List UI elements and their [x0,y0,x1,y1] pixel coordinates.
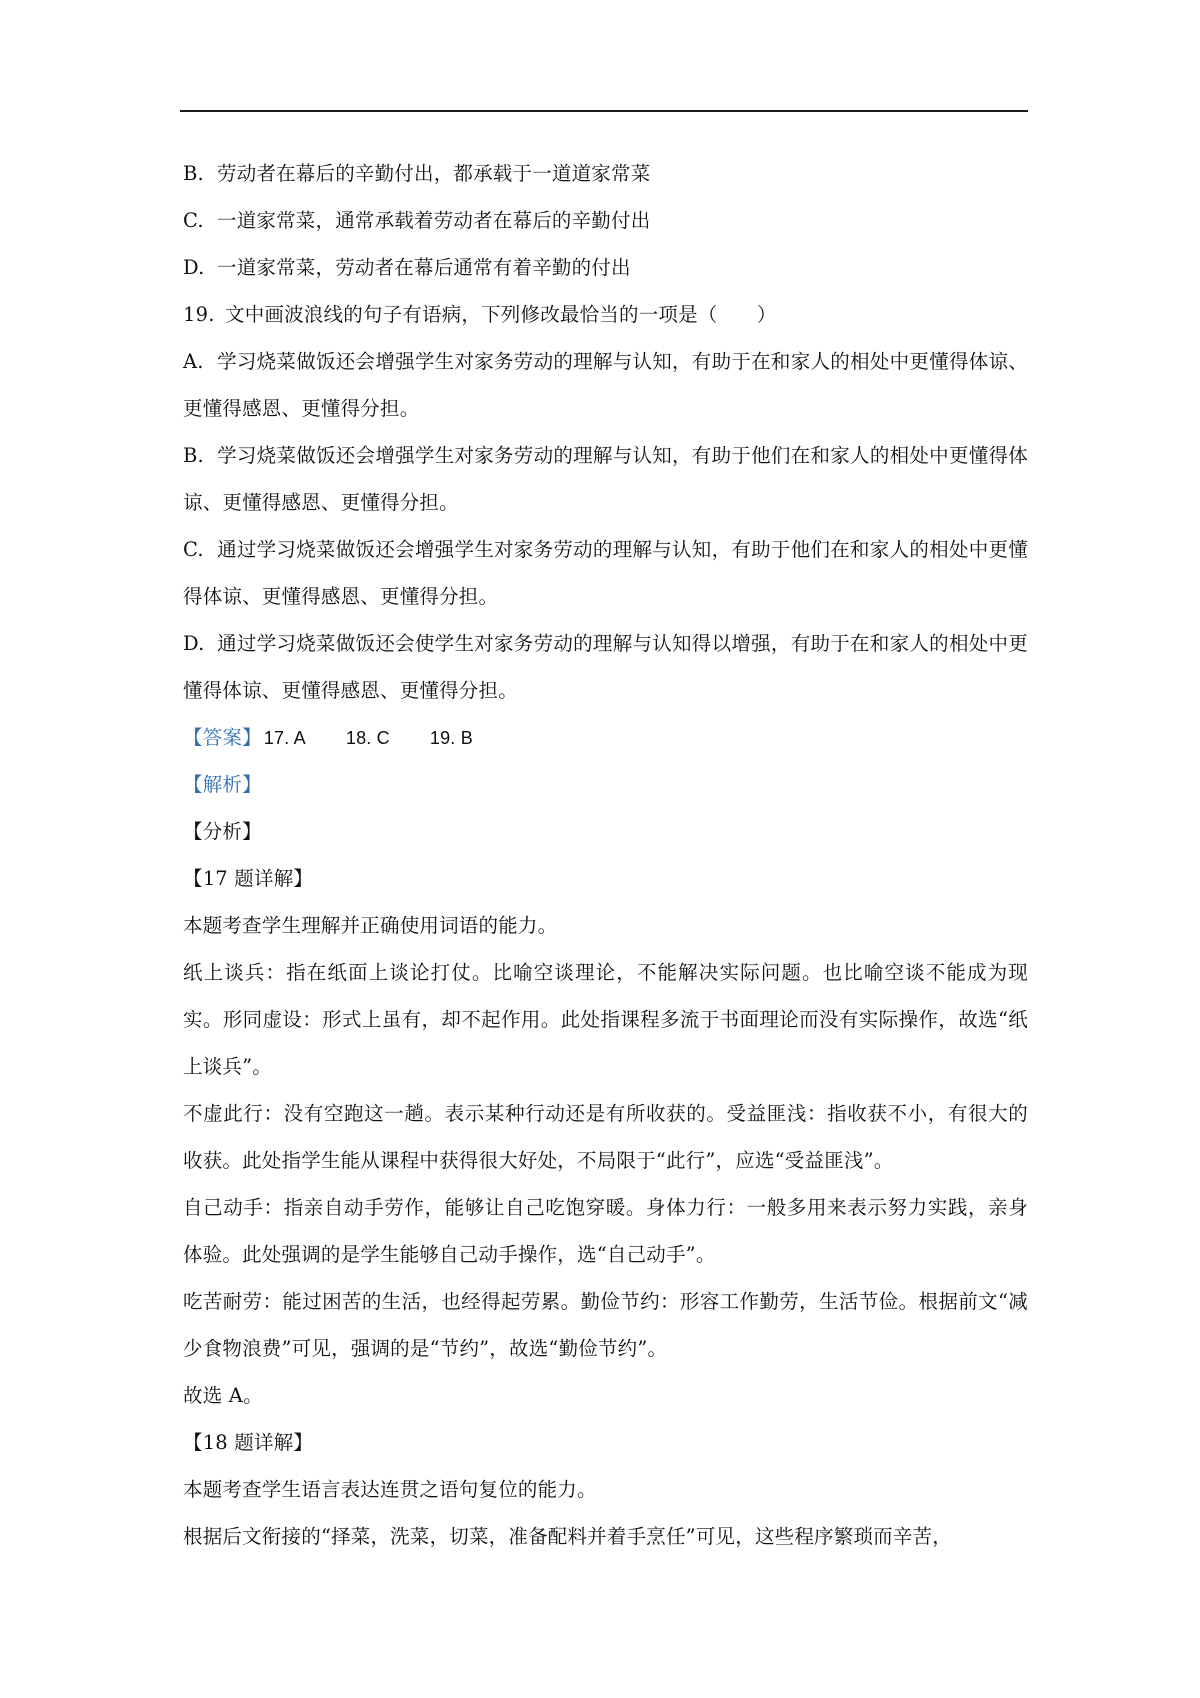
analysis-label: 【解析】 [183,773,262,796]
q17-paragraph: 不虚此行：没有空跑这一趟。表示某种行动还是有所收获的。受益匪浅：指收获不小，有很大的收获。此处指学生能从课程中获得很大好处，不局限于“此行”，应选“受益匪浅”。 [183,1102,1028,1172]
option-letter: C. [183,209,204,232]
answer-value: 17. A [263,728,306,748]
option-letter: D. [183,632,205,655]
option-text: 通过学习烧菜做饭还会使学生对家务劳动的理解与认知得以增强，有助于在和家人的相处中更懂得体谅、更懂得感恩、更懂得分担。 [183,632,1028,702]
option-letter: B. [183,444,204,467]
q19-option-c [183,526,1028,620]
option-text: 通过学习烧菜做饭还会增强学生对家务劳动的理解与认知，有助于他们在和家人的相处中更懂得体谅、更懂得感恩、更懂得分担。 [183,538,1028,608]
q18-option-d [183,244,1028,291]
q17-paragraph: 吃苦耐劳：能过困苦的生活，也经得起劳累。勤俭节约：形容工作勤劳，生活节俭。根据前文“减少食物浪费”可见，强调的是“节约”，故选“勤俭节约”。 [183,1290,1028,1360]
option-letter: C. [183,538,204,561]
option-text: 一道家常菜，通常承载着劳动者在幕后的辛勤付出 [217,209,651,232]
q18-paragraph: 根据后文衔接的“择菜，洗菜，切菜，准备配料并着手烹任”可见，这些程序繁琐而辛苦， [183,1525,952,1548]
question-number: 19. [183,303,215,326]
option-letter: B. [183,162,204,185]
q19-option-b [183,432,1028,526]
q17-paragraph: 纸上谈兵：指在纸面上谈论打仗。比喻空谈理论，不能解决实际问题。也比喻空谈不能成为现实。形同虚设：形式上虽有，却不起作用。此处指课程多流于书面理论而没有实际操作，故选“纸上谈兵”。 [183,961,1028,1078]
question-stem: 文中画波浪线的句子有语病，下列修改最恰当的一项是（ ） [225,303,777,326]
q18-option-c [183,197,1028,244]
q18-paragraph: 本题考查学生语言表达连贯之语句复位的能力。 [183,1478,597,1501]
q19-option-d [183,620,1028,714]
answer-line [183,714,1028,761]
q17-paragraph: 本题考查学生理解并正确使用词语的能力。 [183,914,558,937]
option-text: 劳动者在幕后的辛勤付出，都承载于一道道家常菜 [217,162,651,185]
option-letter: D. [183,256,205,279]
document-body [183,150,1028,1560]
fenxi-label: 【分析】 [183,820,262,843]
answer-value: 18. C [345,728,390,748]
option-text: 学习烧菜做饭还会增强学生对家务劳动的理解与认知，有助于他们在和家人的相处中更懂得体谅、更懂得感恩、更懂得分担。 [183,444,1028,514]
answer-value: 19. B [429,728,473,748]
option-text: 学习烧菜做饭还会增强学生对家务劳动的理解与认知，有助于在和家人的相处中更懂得体谅、更懂得感恩、更懂得分担。 [183,350,1028,420]
q19-stem [183,291,1028,338]
q17-paragraph: 自己动手：指亲自动手劳作，能够让自己吃饱穿暖。身体力行：一般多用来表示努力实践，亲身体验。此处强调的是学生能够自己动手操作，选“自己动手”。 [183,1196,1028,1266]
header-rule [180,110,1028,112]
q19-option-a [183,338,1028,432]
option-letter: A. [183,350,204,373]
option-text: 一道家常菜，劳动者在幕后通常有着辛勤的付出 [217,256,631,279]
answer-label: 【答案】 [183,726,262,749]
q17-detail-heading: 【17 题详解】 [183,867,314,890]
q17-paragraph: 故选 A。 [183,1384,263,1407]
q18-option-b [183,150,1028,197]
q18-detail-heading: 【18 题详解】 [183,1431,314,1454]
